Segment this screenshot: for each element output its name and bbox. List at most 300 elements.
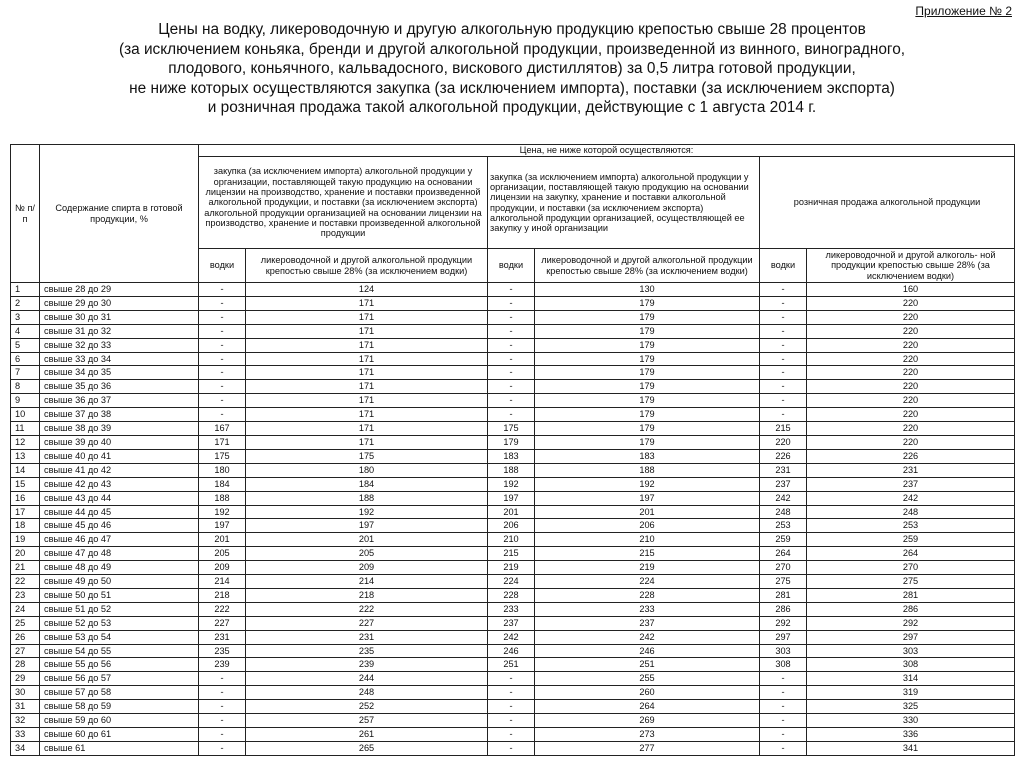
liqueur-price-producer: 235 <box>246 644 488 658</box>
vodka-price-wholesale: 215 <box>488 547 535 561</box>
row-content: свыше 46 до 47 <box>40 533 199 547</box>
vodka-price-retail: 231 <box>760 463 807 477</box>
title-line: плодового, коньячного, кальвадосного, вискового дистиллятов) за 0,5 литра готовой продукции, <box>168 60 856 78</box>
liqueur-price-wholesale: 179 <box>535 324 760 338</box>
vodka-price-retail: - <box>760 728 807 742</box>
table-row <box>11 561 1015 575</box>
vodka-price-wholesale: 233 <box>488 602 535 616</box>
header-liqueur: ликероводочной и другой алкогольной продукции крепостью свыше 28% (за исключением водки) <box>535 249 760 283</box>
liqueur-price-retail: 231 <box>807 463 1015 477</box>
liqueur-price-producer: 188 <box>246 491 488 505</box>
vodka-price-wholesale: - <box>488 338 535 352</box>
vodka-price-producer: 235 <box>199 644 246 658</box>
liqueur-price-producer: 171 <box>246 394 488 408</box>
liqueur-price-wholesale: 277 <box>535 741 760 755</box>
row-number: 13 <box>11 449 40 463</box>
liqueur-price-wholesale: 206 <box>535 519 760 533</box>
header-vodka: водки <box>760 249 807 283</box>
vodka-price-retail: 286 <box>760 602 807 616</box>
liqueur-price-retail: 220 <box>807 380 1015 394</box>
vodka-price-producer: 201 <box>199 533 246 547</box>
vodka-price-wholesale: 237 <box>488 616 535 630</box>
liqueur-price-retail: 220 <box>807 338 1015 352</box>
vodka-price-producer: - <box>199 408 246 422</box>
liqueur-price-producer: 205 <box>246 547 488 561</box>
liqueur-price-wholesale: 197 <box>535 491 760 505</box>
price-table <box>10 144 1015 756</box>
vodka-price-wholesale: 179 <box>488 435 535 449</box>
header-group-retail: розничная продажа алкогольной продукции <box>760 157 1015 249</box>
vodka-price-producer: 184 <box>199 477 246 491</box>
liqueur-price-producer: 218 <box>246 588 488 602</box>
row-number: 21 <box>11 561 40 575</box>
table-row <box>11 477 1015 491</box>
title-line: Цены на водку, ликероводочную и другую алкогольную продукцию крепостью свыше 28 процентов <box>158 21 866 38</box>
table-row <box>11 602 1015 616</box>
vodka-price-wholesale: - <box>488 741 535 755</box>
row-number: 31 <box>11 700 40 714</box>
liqueur-price-retail: 270 <box>807 561 1015 575</box>
vodka-price-retail: - <box>760 672 807 686</box>
header-vodka: водки <box>488 249 535 283</box>
liqueur-price-retail: 292 <box>807 616 1015 630</box>
liqueur-price-wholesale: 179 <box>535 352 760 366</box>
liqueur-price-producer: 171 <box>246 324 488 338</box>
vodka-price-producer: 239 <box>199 658 246 672</box>
liqueur-price-producer: 171 <box>246 380 488 394</box>
header-content: Содержание спирта в готовой продукции, % <box>40 145 199 283</box>
table-row <box>11 658 1015 672</box>
row-content: свыше 30 до 31 <box>40 310 199 324</box>
vodka-price-wholesale: 206 <box>488 519 535 533</box>
row-number: 24 <box>11 602 40 616</box>
vodka-price-producer: - <box>199 700 246 714</box>
title-line: не ниже которых осуществляются закупка (за исключением импорта), поставки (за исключением экспорта) <box>129 79 895 97</box>
liqueur-price-retail: 220 <box>807 394 1015 408</box>
liqueur-price-retail: 264 <box>807 547 1015 561</box>
vodka-price-wholesale: - <box>488 283 535 297</box>
liqueur-price-retail: 286 <box>807 602 1015 616</box>
vodka-price-retail: - <box>760 394 807 408</box>
liqueur-price-wholesale: 219 <box>535 561 760 575</box>
liqueur-price-wholesale: 228 <box>535 588 760 602</box>
liqueur-price-wholesale: 188 <box>535 463 760 477</box>
vodka-price-wholesale: - <box>488 728 535 742</box>
row-number: 7 <box>11 366 40 380</box>
liqueur-price-retail: 319 <box>807 686 1015 700</box>
header-liqueur: ликероводочной и другой алкоголь- ной продукции крепостью свыше 28% (за исключением водки) <box>807 249 1015 283</box>
table-row <box>11 575 1015 589</box>
vodka-price-retail: - <box>760 296 807 310</box>
liqueur-price-retail: 303 <box>807 644 1015 658</box>
table-row <box>11 533 1015 547</box>
vodka-price-producer: - <box>199 686 246 700</box>
row-content: свыше 58 до 59 <box>40 700 199 714</box>
liqueur-price-retail: 330 <box>807 714 1015 728</box>
row-number: 27 <box>11 644 40 658</box>
row-content: свыше 59 до 60 <box>40 714 199 728</box>
liqueur-price-wholesale: 179 <box>535 408 760 422</box>
row-content: свыше 45 до 46 <box>40 519 199 533</box>
row-number: 19 <box>11 533 40 547</box>
header-vodka: водки <box>199 249 246 283</box>
liqueur-price-wholesale: 179 <box>535 422 760 436</box>
row-number: 12 <box>11 435 40 449</box>
row-number: 18 <box>11 519 40 533</box>
liqueur-price-producer: 171 <box>246 310 488 324</box>
table-row <box>11 394 1015 408</box>
vodka-price-wholesale: 224 <box>488 575 535 589</box>
vodka-price-producer: - <box>199 728 246 742</box>
liqueur-price-retail: 248 <box>807 505 1015 519</box>
row-number: 3 <box>11 310 40 324</box>
liqueur-price-retail: 160 <box>807 283 1015 297</box>
table-header <box>11 145 1015 283</box>
liqueur-price-retail: 220 <box>807 435 1015 449</box>
vodka-price-retail: - <box>760 283 807 297</box>
vodka-price-retail: - <box>760 310 807 324</box>
title-line: (за исключением коньяка, бренди и другой алкогольной продукции, произведенной из винного, виноградного, <box>118 40 906 58</box>
table-body <box>11 283 1015 756</box>
vodka-price-producer: - <box>199 714 246 728</box>
liqueur-price-wholesale: 224 <box>535 575 760 589</box>
vodka-price-retail: 253 <box>760 519 807 533</box>
vodka-price-wholesale: - <box>488 394 535 408</box>
vodka-price-producer: 218 <box>199 588 246 602</box>
liqueur-price-producer: 171 <box>246 352 488 366</box>
liqueur-price-producer: 171 <box>246 408 488 422</box>
vodka-price-producer: - <box>199 672 246 686</box>
liqueur-price-wholesale: 179 <box>535 435 760 449</box>
liqueur-price-producer: 197 <box>246 519 488 533</box>
liqueur-price-wholesale: 179 <box>535 394 760 408</box>
header-price-top: Цена, не ниже которой осуществляются: <box>199 145 1015 157</box>
vodka-price-producer: - <box>199 324 246 338</box>
table-row <box>11 380 1015 394</box>
row-number: 33 <box>11 728 40 742</box>
liqueur-price-retail: 281 <box>807 588 1015 602</box>
liqueur-price-retail: 220 <box>807 296 1015 310</box>
vodka-price-producer: - <box>199 394 246 408</box>
table-row <box>11 422 1015 436</box>
row-content: свыше 47 до 48 <box>40 547 199 561</box>
vodka-price-producer: 180 <box>199 463 246 477</box>
row-content: свыше 50 до 51 <box>40 588 199 602</box>
liqueur-price-retail: 226 <box>807 449 1015 463</box>
appendix-label: Приложение № 2 <box>915 4 1012 18</box>
vodka-price-producer: 167 <box>199 422 246 436</box>
table-row <box>11 588 1015 602</box>
liqueur-price-wholesale: 255 <box>535 672 760 686</box>
vodka-price-retail: - <box>760 352 807 366</box>
row-content: свыше 49 до 50 <box>40 575 199 589</box>
liqueur-price-retail: 341 <box>807 741 1015 755</box>
liqueur-price-producer: 239 <box>246 658 488 672</box>
liqueur-price-producer: 248 <box>246 686 488 700</box>
liqueur-price-wholesale: 130 <box>535 283 760 297</box>
document-title <box>0 20 1024 118</box>
header-group-producer: закупка (за исключением импорта) алкогольной продукции у организации, поставляющей такую продукцию на основании лицензии на производство, хранение и поставки произведенной алкогольной продукции, и поставки (за исключением экспорта) алкогольной продукции организацией на основании лицензии на производство, хранение и поставки произведенной алкогольной продукции <box>199 157 488 249</box>
vodka-price-retail: - <box>760 714 807 728</box>
table-row <box>11 366 1015 380</box>
row-content: свыше 56 до 57 <box>40 672 199 686</box>
table-row <box>11 686 1015 700</box>
vodka-price-retail: 259 <box>760 533 807 547</box>
vodka-price-wholesale: - <box>488 686 535 700</box>
vodka-price-producer: - <box>199 352 246 366</box>
vodka-price-producer: 171 <box>199 435 246 449</box>
row-content: свыше 43 до 44 <box>40 491 199 505</box>
vodka-price-retail: 303 <box>760 644 807 658</box>
row-number: 15 <box>11 477 40 491</box>
liqueur-price-producer: 180 <box>246 463 488 477</box>
vodka-price-wholesale: - <box>488 714 535 728</box>
liqueur-price-wholesale: 237 <box>535 616 760 630</box>
liqueur-price-retail: 220 <box>807 366 1015 380</box>
vodka-price-wholesale: 201 <box>488 505 535 519</box>
row-content: свыше 32 до 33 <box>40 338 199 352</box>
table-row <box>11 714 1015 728</box>
vodka-price-producer: 222 <box>199 602 246 616</box>
vodka-price-producer: 197 <box>199 519 246 533</box>
liqueur-price-producer: 201 <box>246 533 488 547</box>
table-row <box>11 296 1015 310</box>
vodka-price-producer: - <box>199 338 246 352</box>
vodka-price-retail: 242 <box>760 491 807 505</box>
table-row <box>11 338 1015 352</box>
vodka-price-wholesale: - <box>488 700 535 714</box>
vodka-price-wholesale: 219 <box>488 561 535 575</box>
table-row <box>11 408 1015 422</box>
table-row <box>11 283 1015 297</box>
liqueur-price-wholesale: 233 <box>535 602 760 616</box>
table-row <box>11 491 1015 505</box>
vodka-price-retail: - <box>760 380 807 394</box>
liqueur-price-wholesale: 179 <box>535 380 760 394</box>
vodka-price-retail: 275 <box>760 575 807 589</box>
liqueur-price-retail: 220 <box>807 324 1015 338</box>
liqueur-price-producer: 257 <box>246 714 488 728</box>
row-content: свыше 33 до 34 <box>40 352 199 366</box>
row-content: свыше 61 <box>40 741 199 755</box>
vodka-price-retail: 281 <box>760 588 807 602</box>
vodka-price-retail: 226 <box>760 449 807 463</box>
row-number: 26 <box>11 630 40 644</box>
vodka-price-retail: - <box>760 366 807 380</box>
table-row <box>11 741 1015 755</box>
vodka-price-wholesale: - <box>488 352 535 366</box>
vodka-price-wholesale: - <box>488 296 535 310</box>
table-row <box>11 644 1015 658</box>
liqueur-price-retail: 253 <box>807 519 1015 533</box>
row-content: свыше 40 до 41 <box>40 449 199 463</box>
row-number: 30 <box>11 686 40 700</box>
row-number: 6 <box>11 352 40 366</box>
header-liqueur: ликероводочной и другой алкогольной продукции крепостью свыше 28% (за исключением водки) <box>246 249 488 283</box>
vodka-price-retail: - <box>760 338 807 352</box>
table-row <box>11 700 1015 714</box>
row-number: 17 <box>11 505 40 519</box>
liqueur-price-producer: 171 <box>246 296 488 310</box>
table-row <box>11 310 1015 324</box>
row-content: свыше 31 до 32 <box>40 324 199 338</box>
liqueur-price-producer: 209 <box>246 561 488 575</box>
vodka-price-wholesale: - <box>488 408 535 422</box>
row-number: 9 <box>11 394 40 408</box>
row-number: 16 <box>11 491 40 505</box>
liqueur-price-retail: 220 <box>807 422 1015 436</box>
vodka-price-wholesale: - <box>488 310 535 324</box>
liqueur-price-producer: 171 <box>246 435 488 449</box>
vodka-price-wholesale: 246 <box>488 644 535 658</box>
row-content: свыше 54 до 55 <box>40 644 199 658</box>
vodka-price-producer: - <box>199 283 246 297</box>
row-content: свыше 57 до 58 <box>40 686 199 700</box>
row-content: свыше 35 до 36 <box>40 380 199 394</box>
vodka-price-wholesale: 175 <box>488 422 535 436</box>
vodka-price-retail: 237 <box>760 477 807 491</box>
row-number: 32 <box>11 714 40 728</box>
table-row <box>11 352 1015 366</box>
vodka-price-wholesale: 197 <box>488 491 535 505</box>
liqueur-price-wholesale: 269 <box>535 714 760 728</box>
row-content: свыше 42 до 43 <box>40 477 199 491</box>
liqueur-price-wholesale: 179 <box>535 338 760 352</box>
liqueur-price-wholesale: 246 <box>535 644 760 658</box>
row-number: 23 <box>11 588 40 602</box>
liqueur-price-wholesale: 251 <box>535 658 760 672</box>
liqueur-price-wholesale: 179 <box>535 366 760 380</box>
liqueur-price-retail: 242 <box>807 491 1015 505</box>
vodka-price-wholesale: - <box>488 324 535 338</box>
row-number: 22 <box>11 575 40 589</box>
vodka-price-producer: 192 <box>199 505 246 519</box>
liqueur-price-producer: 171 <box>246 422 488 436</box>
row-number: 29 <box>11 672 40 686</box>
vodka-price-wholesale: - <box>488 380 535 394</box>
vodka-price-retail: 270 <box>760 561 807 575</box>
vodka-price-producer: 175 <box>199 449 246 463</box>
liqueur-price-producer: 184 <box>246 477 488 491</box>
vodka-price-retail: 264 <box>760 547 807 561</box>
liqueur-price-producer: 171 <box>246 366 488 380</box>
row-content: свыше 60 до 61 <box>40 728 199 742</box>
row-content: свыше 51 до 52 <box>40 602 199 616</box>
vodka-price-retail: 292 <box>760 616 807 630</box>
title-line: и розничная продажа такой алкогольной продукции, действующие с 1 августа 2014 г. <box>207 99 817 117</box>
liqueur-price-producer: 265 <box>246 741 488 755</box>
row-number: 4 <box>11 324 40 338</box>
table-row <box>11 630 1015 644</box>
row-content: свыше 29 до 30 <box>40 296 199 310</box>
liqueur-price-producer: 231 <box>246 630 488 644</box>
liqueur-price-producer: 192 <box>246 505 488 519</box>
row-number: 8 <box>11 380 40 394</box>
header-group-wholesale: закупка (за исключением импорта) алкогольной продукции у организации, поставляющей такую продукцию на основании лицензии на закупку, хранение и поставки алкогольной продукции, и поставки (за исключением экспорта) алкогольной продукции организацией, осуществляющей ее закупку у иной организации <box>488 157 760 249</box>
liqueur-price-wholesale: 215 <box>535 547 760 561</box>
table-row <box>11 616 1015 630</box>
vodka-price-producer: - <box>199 366 246 380</box>
row-number: 28 <box>11 658 40 672</box>
liqueur-price-producer: 175 <box>246 449 488 463</box>
liqueur-price-retail: 325 <box>807 700 1015 714</box>
liqueur-price-retail: 220 <box>807 310 1015 324</box>
header-num: № п/п <box>11 145 40 283</box>
vodka-price-producer: - <box>199 741 246 755</box>
liqueur-price-producer: 244 <box>246 672 488 686</box>
liqueur-price-wholesale: 183 <box>535 449 760 463</box>
table-row <box>11 728 1015 742</box>
liqueur-price-retail: 237 <box>807 477 1015 491</box>
row-content: свыше 41 до 42 <box>40 463 199 477</box>
row-content: свыше 52 до 53 <box>40 616 199 630</box>
vodka-price-producer: - <box>199 380 246 394</box>
liqueur-price-retail: 297 <box>807 630 1015 644</box>
liqueur-price-retail: 275 <box>807 575 1015 589</box>
row-content: свыше 28 до 29 <box>40 283 199 297</box>
row-number: 20 <box>11 547 40 561</box>
liqueur-price-retail: 336 <box>807 728 1015 742</box>
row-content: свыше 38 до 39 <box>40 422 199 436</box>
liqueur-price-wholesale: 192 <box>535 477 760 491</box>
vodka-price-retail: - <box>760 700 807 714</box>
liqueur-price-producer: 214 <box>246 575 488 589</box>
row-content: свыше 37 до 38 <box>40 408 199 422</box>
liqueur-price-producer: 222 <box>246 602 488 616</box>
liqueur-price-retail: 220 <box>807 352 1015 366</box>
row-number: 1 <box>11 283 40 297</box>
liqueur-price-wholesale: 201 <box>535 505 760 519</box>
vodka-price-wholesale: 188 <box>488 463 535 477</box>
vodka-price-retail: - <box>760 741 807 755</box>
row-content: свыше 55 до 56 <box>40 658 199 672</box>
vodka-price-producer: - <box>199 296 246 310</box>
liqueur-price-producer: 124 <box>246 283 488 297</box>
vodka-price-wholesale: 242 <box>488 630 535 644</box>
vodka-price-retail: - <box>760 686 807 700</box>
vodka-price-retail: 220 <box>760 435 807 449</box>
vodka-price-retail: 215 <box>760 422 807 436</box>
vodka-price-producer: - <box>199 310 246 324</box>
vodka-price-retail: 248 <box>760 505 807 519</box>
liqueur-price-wholesale: 273 <box>535 728 760 742</box>
liqueur-price-retail: 259 <box>807 533 1015 547</box>
vodka-price-wholesale: 251 <box>488 658 535 672</box>
table-row <box>11 672 1015 686</box>
vodka-price-wholesale: - <box>488 672 535 686</box>
table-row <box>11 435 1015 449</box>
liqueur-price-wholesale: 210 <box>535 533 760 547</box>
vodka-price-producer: 231 <box>199 630 246 644</box>
row-number: 11 <box>11 422 40 436</box>
liqueur-price-wholesale: 179 <box>535 310 760 324</box>
liqueur-price-wholesale: 179 <box>535 296 760 310</box>
liqueur-price-wholesale: 264 <box>535 700 760 714</box>
row-number: 2 <box>11 296 40 310</box>
table-row <box>11 324 1015 338</box>
vodka-price-producer: 227 <box>199 616 246 630</box>
vodka-price-wholesale: 228 <box>488 588 535 602</box>
vodka-price-producer: 205 <box>199 547 246 561</box>
row-number: 10 <box>11 408 40 422</box>
liqueur-price-retail: 220 <box>807 408 1015 422</box>
vodka-price-retail: 297 <box>760 630 807 644</box>
row-number: 34 <box>11 741 40 755</box>
row-number: 14 <box>11 463 40 477</box>
vodka-price-producer: 214 <box>199 575 246 589</box>
vodka-price-wholesale: 210 <box>488 533 535 547</box>
vodka-price-wholesale: 183 <box>488 449 535 463</box>
